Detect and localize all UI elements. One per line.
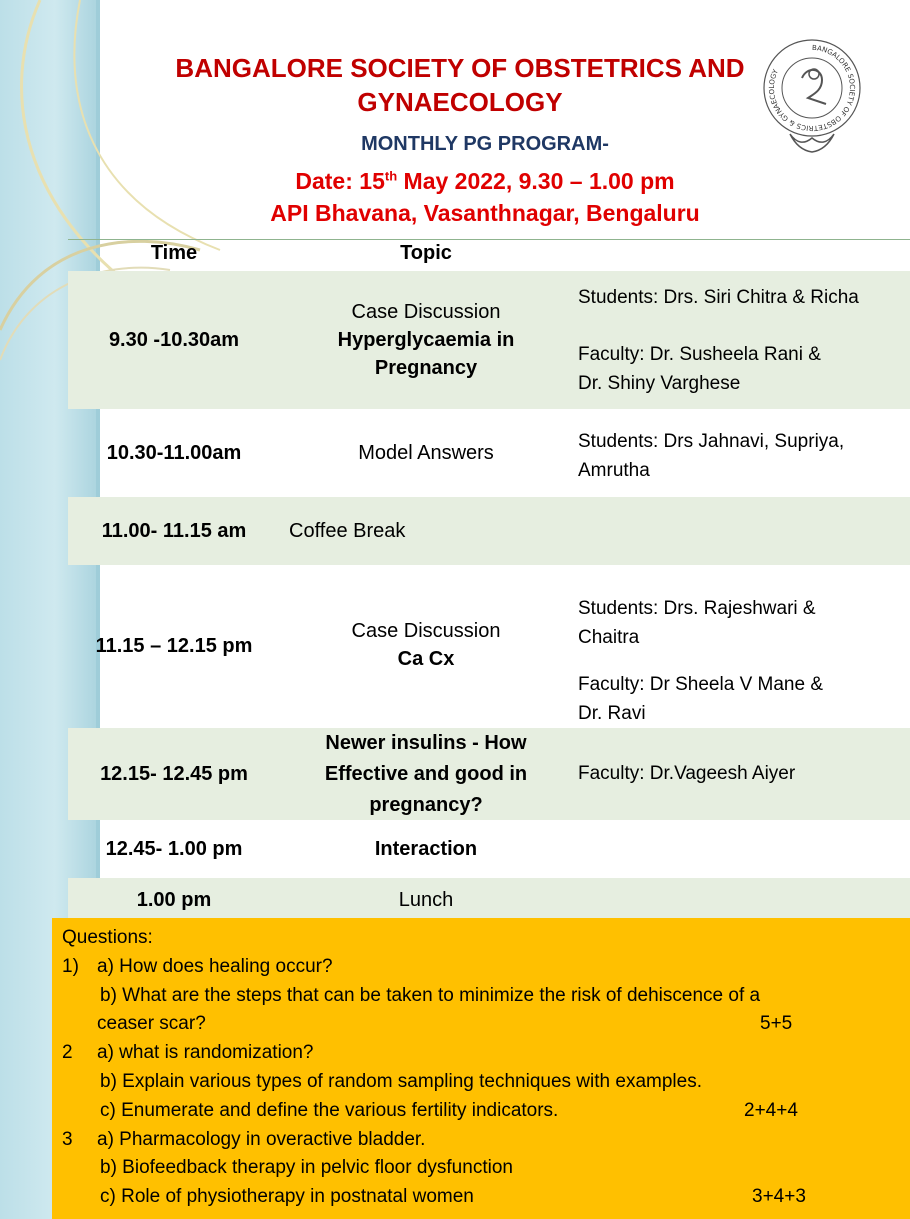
question-2-number: 2 [62,1042,73,1063]
question-1-marks: 5+5 [760,1013,793,1034]
faculty-text-2: Dr. Shiny Varghese [578,373,741,394]
row-topic: Coffee Break [289,519,406,542]
students-text-2: Chaitra [578,627,640,648]
row-topic [280,605,572,685]
date-prefix: Date: 15 [295,168,385,194]
row-topic: Model Answers [358,442,494,464]
topic-title-line1: Newer insulins - How [325,731,527,754]
row-time: 10.30-11.00am [106,441,242,464]
table-row [68,878,910,922]
topic-title-line1: Hyperglycaemia in [337,329,515,351]
faculty-text: Faculty: Dr.Vageesh Aiyer [578,763,796,784]
date-ordinal: th [384,168,398,184]
question-3c: c) Role of physiotherapy in postnatal women [100,1186,474,1207]
question-2c: c) Enumerate and define the various fertility indicators. [100,1100,559,1121]
row-time: 9.30 -10.30am [108,328,240,351]
faculty-text-2: Dr. Ravi [578,703,646,724]
column-header-time: Time [150,242,198,264]
students-text: Students: Drs Jahnavi, Supriya, [578,431,845,452]
question-1a: a) How does healing occur? [97,956,333,977]
society-title-line2: GYNAECOLOGY [357,87,563,117]
program-date [130,168,840,195]
topic-type: Case Discussion [351,301,501,323]
header-rule [68,239,910,240]
row-time: 12.45- 1.00 pm [105,837,243,860]
date-suffix: May 2022, 9.30 – 1.00 pm [397,168,675,194]
row-time: 12.15- 12.45 pm [100,762,248,785]
question-3-marks: 3+4+3 [752,1186,806,1207]
questions-heading: Questions: [62,927,153,948]
row-time: 1.00 pm [136,888,212,911]
question-1b: b) What are the steps that can be taken to minimize the risk of dehiscence of a [100,985,761,1006]
row-topic: Interaction [374,838,478,860]
students-text: Students: Drs. Rajeshwari & [578,598,816,619]
faculty-text: Faculty: Dr Sheela V Mane & [578,674,823,695]
society-logo [762,38,862,158]
row-time: 11.00- 11.15 am [101,519,247,542]
society-title-line1: BANGALORE SOCIETY OF OBSTETRICS AND [175,53,745,83]
question-1b-cont: ceaser scar? [97,1013,206,1034]
table-row [68,497,910,565]
table-row [68,565,910,728]
students-text: Students: Drs. Siri Chitra & Richa [578,287,859,308]
row-topic: Lunch [398,889,454,911]
question-3b: b) Biofeedback therapy in pelvic floor dysfunction [100,1157,513,1178]
question-2a: a) what is randomization? [97,1042,314,1063]
question-1-number: 1) [62,956,79,977]
question-2b: b) Explain various types of random sampling techniques with examples. [100,1071,702,1092]
questions-box [52,918,910,1219]
topic-title-line2: Effective and good in [324,762,528,785]
question-3a: a) Pharmacology in overactive bladder. [97,1129,426,1150]
table-row [68,271,910,409]
row-topic [280,293,572,387]
svg-text:BANGALORE SOCIETY OF OBSTETRIC [768,44,856,132]
program-subtitle: MONTHLY PG PROGRAM- [361,133,609,155]
table-row [68,820,910,878]
table-row [68,728,910,820]
row-time: 11.15 – 12.15 pm [95,635,253,657]
column-header-topic: Topic [400,242,452,264]
faculty-text: Faculty: Dr. Susheela Rani & [578,344,821,365]
topic-title-line2: Pregnancy [374,357,478,379]
topic-title-line1: Ca Cx [397,648,455,670]
question-3-number: 3 [62,1129,73,1150]
row-topic [280,726,572,822]
question-2-marks: 2+4+4 [744,1100,798,1121]
program-venue: API Bhavana, Vasanthnagar, Bengaluru [270,200,700,226]
topic-title-line3: pregnancy? [369,793,483,816]
table-row [68,409,910,497]
logo-ring-text: BANGALORE SOCIETY OF OBSTETRICS & GYNAECOLOGY [767,43,857,133]
students-text-2: Amrutha [578,460,650,481]
topic-type: Case Discussion [351,620,501,642]
